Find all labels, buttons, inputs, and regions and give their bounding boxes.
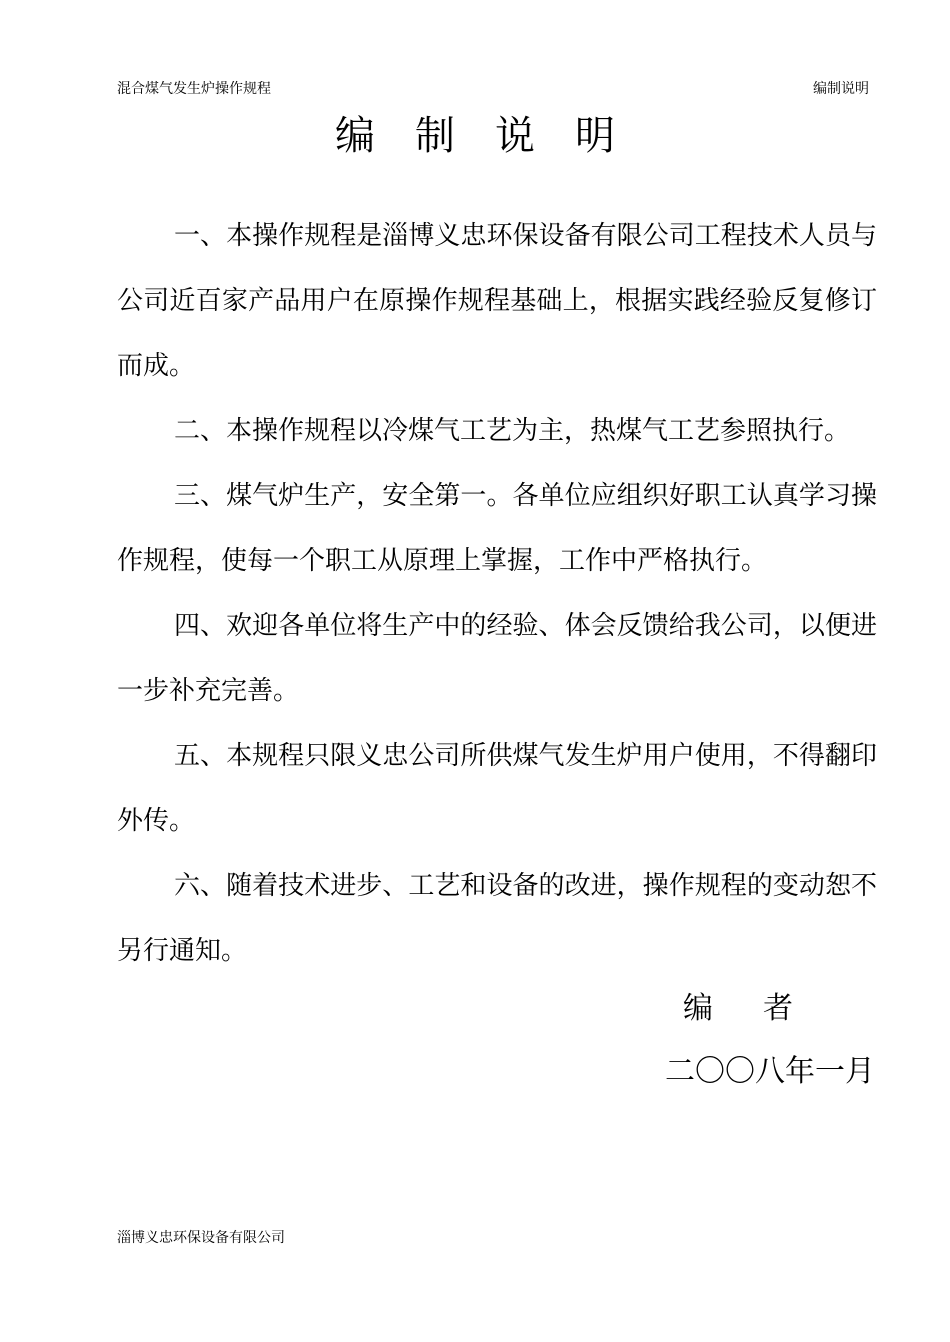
paragraph-5: 五、本规程只限义忠公司所供煤气发生炉用户使用，不得翻印外传。 (117, 741, 877, 836)
page-footer: 淄博义忠环保设备有限公司 (117, 1230, 285, 1246)
paragraph-3: 三、煤气炉生产，安全第一。各单位应组织好职工认真学习操作规程，使每一个职工从原理上掌握，工作中严格执行。 (117, 481, 877, 576)
paragraph-1: 一、本操作规程是淄博义忠环保设备有限公司工程技术人员与公司近百家产品用户在原操作规程基础上，根据实践经验反复修订而成。 (117, 221, 877, 381)
header-section-title: 编制说明 (813, 81, 869, 97)
signature-author: 编者 (683, 991, 843, 1026)
signature-date: 二〇〇八年一月 (665, 1054, 875, 1089)
page-header (117, 78, 869, 100)
paragraph-6: 六、随着技术进步、工艺和设备的改进，操作规程的变动恕不另行通知。 (117, 871, 877, 966)
document-body (117, 204, 877, 984)
paragraph-2: 二、本操作规程以冷煤气工艺为主，热煤气工艺参照执行。 (174, 416, 851, 446)
header-document-title: 混合煤气发生炉操作规程 (117, 81, 271, 97)
page-title: 编制说明 (335, 113, 655, 159)
paragraph-4: 四、欢迎各单位将生产中的经验、体会反馈给我公司，以便进一步补充完善。 (117, 611, 877, 706)
